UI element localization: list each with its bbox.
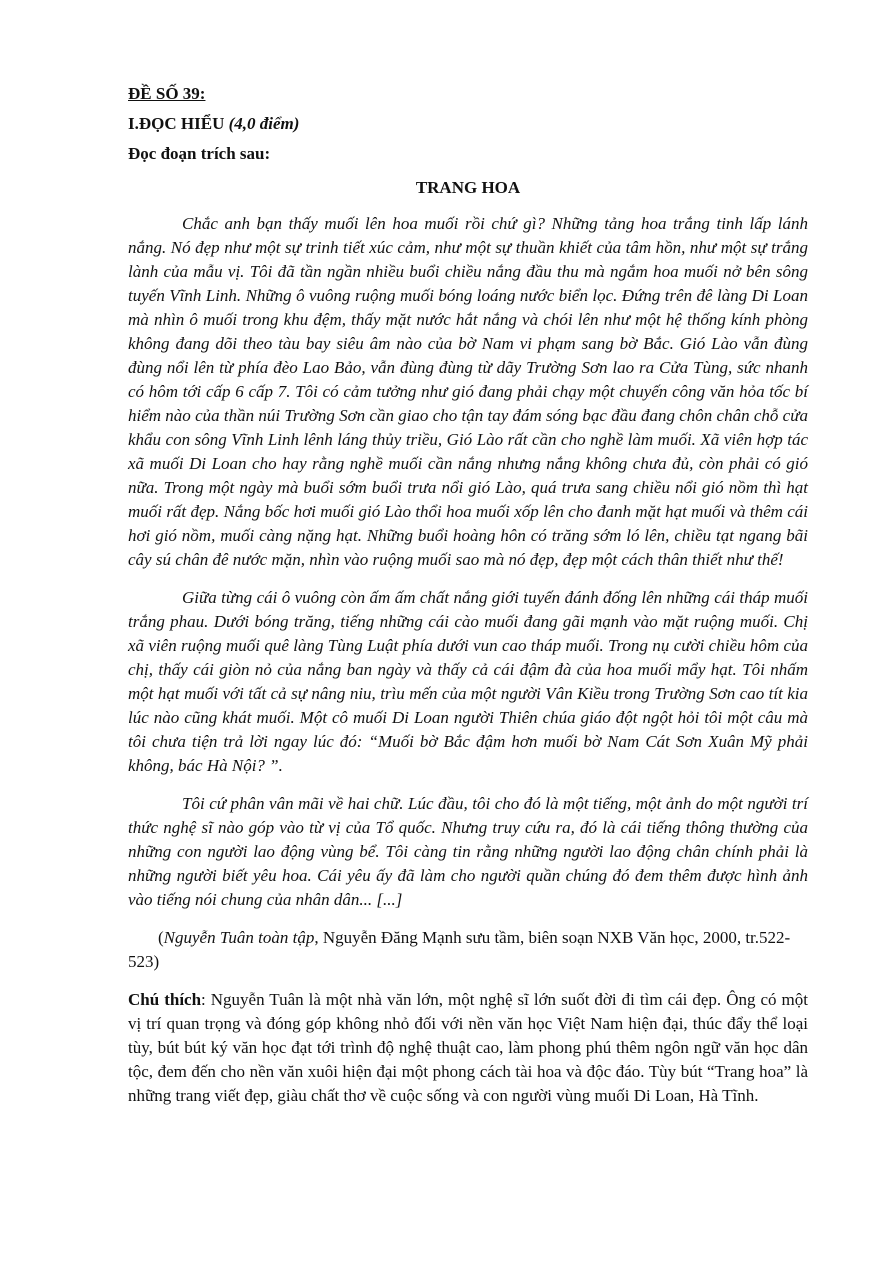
document-page xyxy=(128,84,808,1108)
section-points: (4,0 điểm) xyxy=(228,114,300,133)
note-text: : Nguyễn Tuân là một nhà văn lớn, một nghệ sĩ lớn suốt đời đi tìm cái đẹp. Ông có một vị trí quan trọng và đóng góp không nhỏ đối với nền văn học Việt Nam hiện đại, thúc đẩy thể loại tùy, bút bút ký văn học đạt tới trình độ nghệ thuật cao, làm phong phú thêm ngôn ngữ văn học dân tộc, đem đến cho nền văn xuôi hiện đại một phong cách tài hoa và độc đáo. Tùy bút “Trang hoa” là những trang viết đẹp, giàu chất thơ về cuộc sống và con người vùng muối Di Loan, Hà Tĩnh. xyxy=(128,990,808,1105)
source-open-paren: ( xyxy=(158,928,164,947)
passage-paragraph-1: Chắc anh bạn thấy muối lên hoa muối rồi chứ gì? Những tảng hoa trắng tinh lấp lánh nắng. Nó đẹp như một sự trinh tiết xúc cảm, như một sự thuần khiết của tâm hồn, như một sự trắng lành của mẫu vị. Tôi đã tần ngần nhiều buổi chiều nắng đầu thu mà ngắm hoa muối nở bên sông tuyến Vĩnh Linh. Những ô vuông ruộng muối bóng loáng nước biển lọc. Đứng trên đê làng Di Loan mà nhìn ô muối trong khu đệm, thấy mặt nước hắt nắng và chói lên như một hệ thống kính phòng không đang dõi theo tàu bay siêu âm nào của bờ Nam vi phạm sang bờ Bắc. Gió Lào vẫn đùng đùng nổi lên từ phía đèo Lao Bảo, vẫn đùng đùng từ dãy Trường Sơn lao ra Cửa Tùng, sức nhanh có hôm tới cấp 6 cấp 7. Tôi có cảm tưởng như gió đang phải chạy một chuyến công văn hỏa tốc bí hiểm nào của thần núi Trường Sơn cần giao cho tận tay đám sóng bạc đầu đang chôn chân chỗ cửa khẩu con sông Vĩnh Linh lênh láng thủy triều, Gió Lào rất cần cho nghề làm muối. Xã viên hợp tác xã muối Di Loan cho hay rằng nghề muối cần nắng nhưng nắng không chưa đủ, còn phải có gió nữa. Trong một ngày mà buổi sớm buổi trưa nổi gió Lào, quá trưa sang chiều nổi gió nồm thì hạt muối rất đẹp. Nắng bốc hơi muối gió Lào thổi hoa muối xốp lên cho đanh mặt hạt muối và thêm cái hơi gió nồm, muối càng nặng hạt. Những buổi hoàng hôn có trăng sớm ló lên, chiều tạt ngang bãi cây sú chân đê nước mặn, nhìn vào ruộng muối sao mà nó đẹp, đẹp một cách thân thiết như thế! xyxy=(128,214,808,569)
note-label: Chú thích xyxy=(128,990,202,1009)
source-book-title: Nguyễn Tuân toàn tập xyxy=(163,928,315,947)
reading-instruction: Đọc đoạn trích sau: xyxy=(128,144,271,163)
source-citation xyxy=(128,926,808,974)
reading-section-heading xyxy=(128,114,808,134)
section-label: I.ĐỌC HIỂU xyxy=(128,114,225,133)
passage-title: TRANG HOA xyxy=(415,178,521,197)
passage-paragraph-2: Giữa từng cái ô vuông còn ấm ấm chất nắng giới tuyến đánh đống lên những cái tháp muối trắng phau. Dưới bóng trăng, tiếng những cái cào muối đang gãi mạnh vào mặt ruộng muối. Chị xã viên ruộng muối quê làng Tùng Luật phía dưới vun cao tháp muối. Trong nụ cười chiều hôm của chị, thấy cái giòn nỏ của nắng ban ngày và thấy cả cái đậm đà của hoa muối mẩy hạt. Tôi nhấm một hạt muối với tất cả sự nâng niu, trìu mến của một người Vân Kiều trong Trường Sơn cao tít kia lúc nào cũng khát muối. Một cô muối Di Loan người Thiên chúa giáo đột ngột hỏi tôi một câu mà tôi chưa tiện trả lời ngay lúc đó: “Muối bờ Bắc đậm hơn muối bờ Nam Cát Sơn Xuân Mỹ phải không, bác Hà Nội? ”. xyxy=(128,588,808,775)
author-note xyxy=(128,988,808,1108)
source-details: , Nguyễn Đăng Mạnh sưu tầm, biên soạn NXB Văn học, 2000, tr.522-523) xyxy=(128,928,791,971)
exam-number-heading: ĐỀ SỐ 39: xyxy=(128,84,206,103)
passage-paragraph-3: Tôi cứ phân vân mãi về hai chữ. Lúc đầu, tôi cho đó là một tiếng, một ảnh do một người trí thức nghệ sĩ nào góp vào từ vị của Tổ quốc. Nhưng truy cứu ra, đó là cái tiếng thông thường của những con người lao động vùng bể. Tôi càng tin rằng những người lao động chân chính phải là những người biết yêu hoa. Cái yêu ấy đã làm cho người quần chúng đó đem thêm được hình ảnh vào tiếng nói chung của nhân dân... [...] xyxy=(128,794,808,909)
